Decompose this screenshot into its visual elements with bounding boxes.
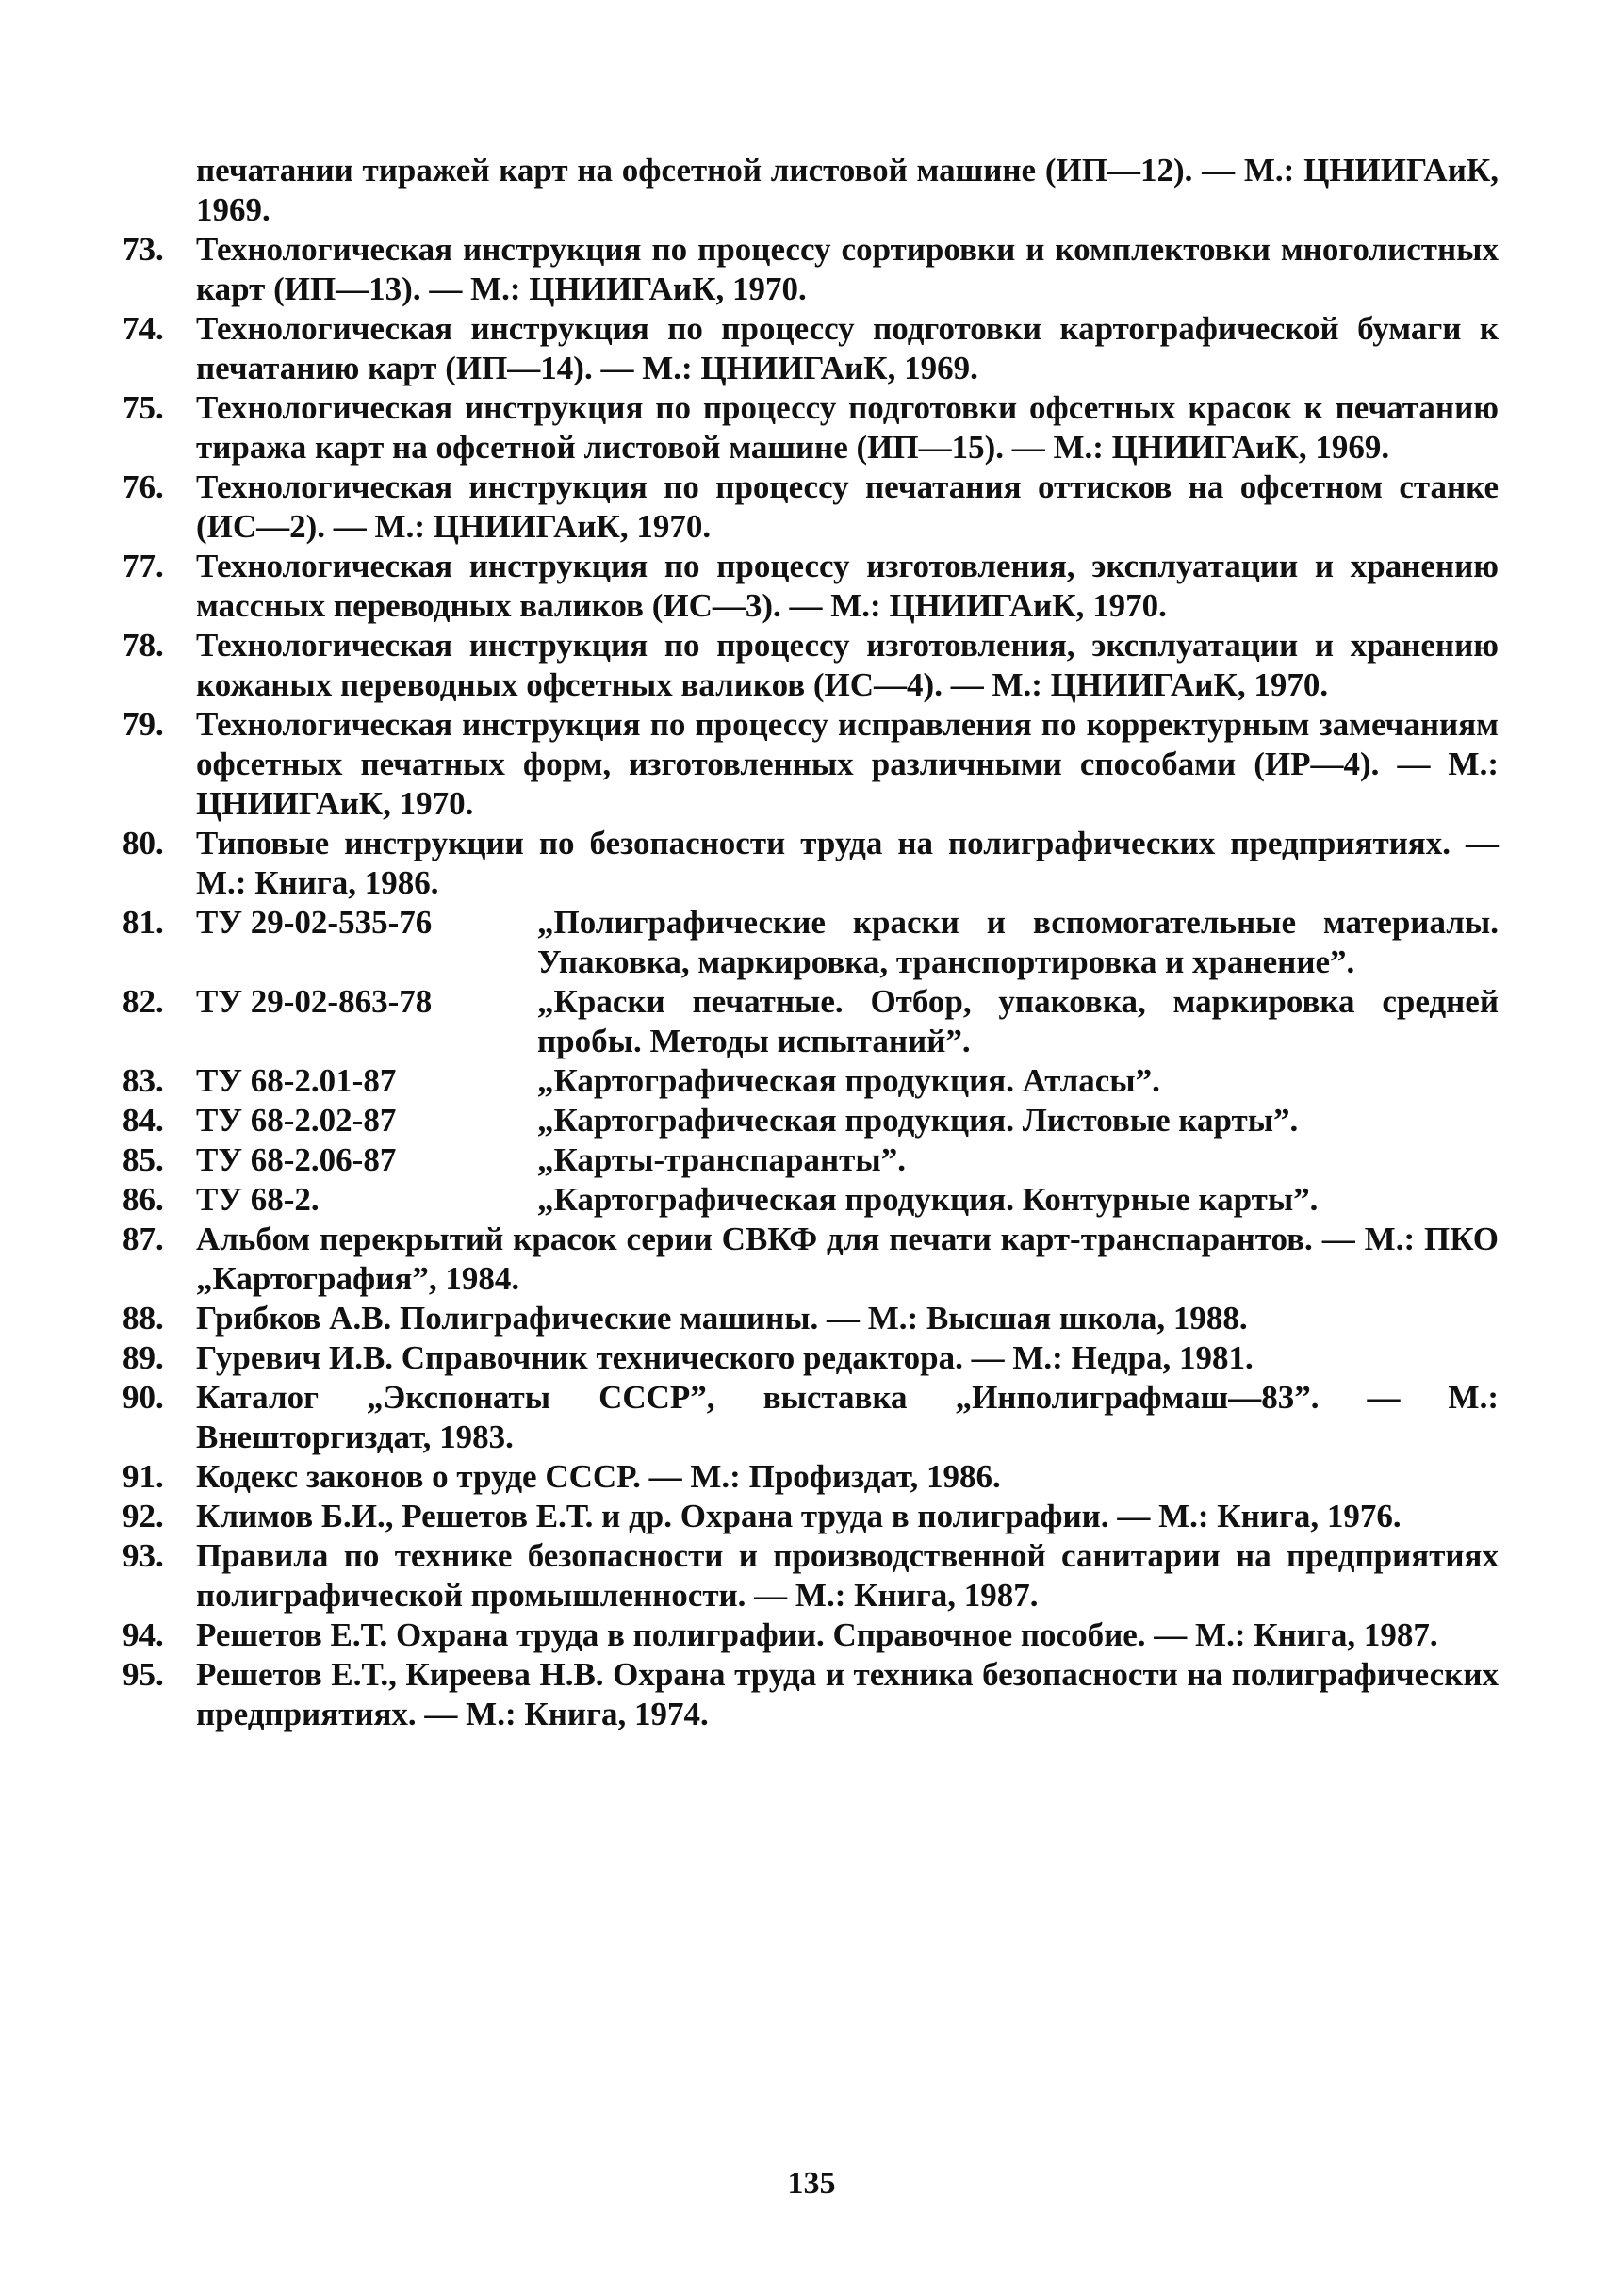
standard-code: ТУ 29-02-863-78 [196, 983, 433, 1020]
standard-title: „Картографическая продукция. Атласы”. [537, 1062, 1160, 1099]
entry-number: 90. [123, 1379, 164, 1416]
standard-entry [123, 1061, 1499, 1101]
entry-number: 75. [123, 389, 164, 426]
entry-text: Решетов Е.Т., Киреева Н.В. Охрана труда и техника безопасности на полиграфических предприятиях. — М.: Книга, 1974. [196, 1656, 1499, 1732]
standard-entry [123, 903, 1499, 982]
entry-number: 85. [123, 1141, 164, 1178]
bibliography-entry [123, 705, 1499, 824]
entry-text: Гуревич И.В. Справочник технического редактора. — М.: Недра, 1981. [196, 1339, 1254, 1376]
bibliography-entries-a [123, 230, 1499, 903]
bibliography-entry [123, 1338, 1499, 1378]
entry-number: 83. [123, 1062, 164, 1099]
standard-code: ТУ 68-2.01-87 [196, 1062, 397, 1099]
bibliography-list [123, 151, 1499, 1734]
entry-text: Правила по технике безопасности и производственной санитарии на предприятиях полиграфической промышленности. — М.: Книга, 1987. [196, 1537, 1499, 1614]
bibliography-entry [123, 230, 1499, 309]
entry-text: Решетов Е.Т. Охрана труда в полиграфии. Справочное пособие. — М.: Книга, 1987. [196, 1616, 1438, 1653]
standard-code: ТУ 29-02-535-76 [196, 904, 433, 941]
bibliography-entry [123, 1299, 1499, 1338]
bibliography-entry [123, 1220, 1499, 1299]
standard-title: „Полиграфические краски и вспомогательные материалы. Упаковка, маркировка, транспортировка и хранение”. [537, 904, 1499, 980]
entry-number: 80. [123, 825, 164, 861]
bibliography-entry [123, 626, 1499, 705]
entry-text: печатании тиражей карт на офсетной листовой машине (ИП—12). — М.: ЦНИИГАиК, 1969. [196, 152, 1499, 228]
standard-title: „Карты-транспаранты”. [537, 1141, 906, 1178]
entry-number: 91. [123, 1458, 164, 1495]
entry-text: Технологическая инструкция по процессу подготовки офсетных красок к печатанию тиража карт на офсетной листовой машине (ИП—15). — М.: ЦНИИГАиК, 1969. [196, 389, 1499, 466]
bibliography-entry [123, 824, 1499, 903]
standard-entry [123, 1101, 1499, 1140]
bibliography-entry [123, 309, 1499, 388]
entry-number: 81. [123, 904, 164, 941]
entry-text: Кодекс законов о труде СССР. — М.: Профиздат, 1986. [196, 1458, 1001, 1495]
entry-text: Типовые инструкции по безопасности труда на полиграфических предприятиях. — М.: Книга, 1986. [196, 825, 1499, 901]
entry-text: Технологическая инструкция по процессу подготовки картографической бумаги к печатанию карт (ИП—14). — М.: ЦНИИГАиК, 1969. [196, 310, 1499, 386]
entry-text: Технологическая инструкция по процессу изготовления, эксплуатации и хранению массных переводных валиков (ИС—3). — М.: ЦНИИГАиК, 1970. [196, 548, 1499, 624]
entry-number: 87. [123, 1221, 164, 1257]
standard-title: „Краски печатные. Отбор, упаковка, маркировка средней пробы. Методы испытаний”. [537, 983, 1499, 1059]
standard-code: ТУ 68-2.02-87 [196, 1102, 397, 1139]
entry-number: 77. [123, 548, 164, 584]
entry-number: 82. [123, 983, 164, 1020]
entry-number: 93. [123, 1537, 164, 1574]
entry-number: 76. [123, 468, 164, 505]
entry-number: 94. [123, 1616, 164, 1653]
entry-text: Технологическая инструкция по процессу изготовления, эксплуатации и хранению кожаных переводных офсетных валиков (ИС—4). — М.: ЦНИИГАиК, 1970. [196, 627, 1499, 703]
bibliography-entry [123, 388, 1499, 467]
bibliography-entry [123, 467, 1499, 547]
bibliography-entry [123, 1615, 1499, 1655]
entry-text: Климов Б.И., Решетов Е.Т. и др. Охрана труда в полиграфии. — М.: Книга, 1976. [196, 1498, 1402, 1534]
entry-number: 95. [123, 1656, 164, 1693]
entry-text: Альбом перекрытий красок серии СВКФ для печати карт-транспарантов. — М.: ПКО „Картография”, 1984. [196, 1221, 1499, 1297]
entry-text: Технологическая инструкция по процессу сортировки и комплектовки многолистных карт (ИП—13). — М.: ЦНИИГАиК, 1970. [196, 231, 1499, 307]
bibliography-entry [123, 1378, 1499, 1457]
bibliography-entry [123, 1497, 1499, 1536]
bibliography-entries-b [123, 1220, 1499, 1734]
entry-number: 79. [123, 706, 164, 743]
entry-text: Каталог „Экспонаты СССР”, выставка „Инполиграфмаш—83”. — М.: Внешторгиздат, 1983. [196, 1379, 1499, 1455]
bibliography-entries-tu [123, 903, 1499, 1220]
entry-number: 86. [123, 1181, 164, 1218]
entry-number: 73. [123, 231, 164, 268]
page-number: 135 [787, 2166, 836, 2201]
entry-number: 84. [123, 1102, 164, 1139]
bibliography-entry [123, 547, 1499, 626]
entry-text: Технологическая инструкция по процессу исправления по корректурным замечаниям офсетных печатных форм, изготовленных различными способами (ИР—4). — М.: ЦНИИГАиК, 1970. [196, 706, 1499, 822]
entry-text: Технологическая инструкция по процессу печатания оттисков на офсетном станке (ИС—2). — М.: ЦНИИГАиК, 1970. [196, 468, 1499, 545]
standard-entry [123, 1140, 1499, 1180]
standard-code: ТУ 68-2.06-87 [196, 1141, 397, 1178]
entry-number: 89. [123, 1339, 164, 1376]
standard-entry [123, 982, 1499, 1061]
standard-title: „Картографическая продукция. Листовые карты”. [537, 1102, 1299, 1139]
bibliography-entry [123, 1457, 1499, 1497]
entry-number: 92. [123, 1498, 164, 1534]
bibliography-entry-continuation [123, 151, 1499, 230]
entry-number: 74. [123, 310, 164, 347]
entry-number: 78. [123, 627, 164, 664]
entry-number: 88. [123, 1300, 164, 1337]
standard-title: „Картографическая продукция. Контурные карты”. [537, 1181, 1319, 1218]
bibliography-entry [123, 1655, 1499, 1734]
entry-text: Грибков А.В. Полиграфические машины. — М.: Высшая школа, 1988. [196, 1300, 1248, 1337]
bibliography-entry [123, 1536, 1499, 1615]
standard-entry [123, 1180, 1499, 1220]
standard-code: ТУ 68-2. [196, 1181, 320, 1218]
